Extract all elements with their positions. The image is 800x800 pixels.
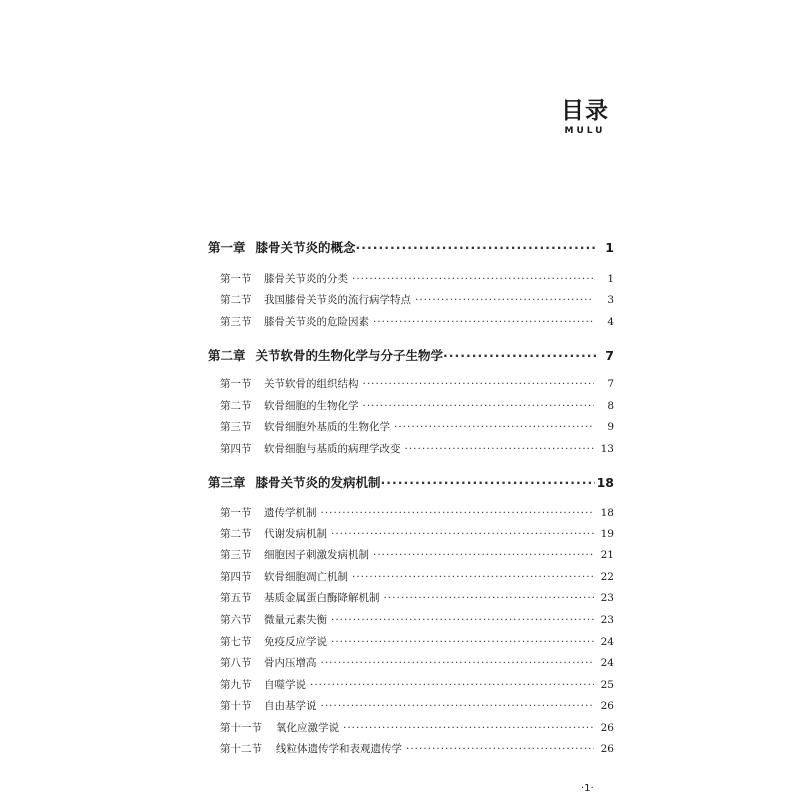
toc-section-row: [208, 398, 614, 413]
dot-leader: [406, 743, 594, 755]
toc-section-row: [208, 505, 614, 520]
toc-section-row: [208, 741, 614, 756]
section-number: 第二节: [220, 528, 252, 540]
section-number: 第三节: [220, 421, 252, 433]
section-number: 第九节: [220, 679, 252, 691]
dot-leader: [331, 636, 594, 648]
dot-leader: [405, 443, 595, 455]
section-title: 膝骨关节炎的分类: [264, 273, 348, 285]
dot-leader: [415, 294, 594, 306]
page-ref: 1: [605, 240, 614, 255]
dot-leader: [331, 614, 594, 626]
dot-leader: [352, 273, 594, 285]
page-ref: 4: [607, 316, 614, 328]
page-ref: 18: [600, 507, 614, 519]
toc-section-row: [208, 292, 614, 307]
page-ref: 19: [600, 528, 614, 540]
section-title: 线粒体遗传学和表观遗传学: [276, 743, 402, 755]
dot-leader: [321, 700, 595, 712]
section-title: 骨内压增高: [264, 657, 317, 669]
toc-section-row: [208, 314, 614, 329]
section-title: 代谢发病机制: [264, 528, 327, 540]
section-number: 第七节: [220, 636, 252, 648]
page-ref: 25: [600, 679, 614, 691]
toc-section-row: [208, 419, 614, 434]
section-title: 自噬学说: [264, 679, 306, 691]
dot-leader: [381, 475, 595, 490]
page-ref: 23: [600, 592, 614, 604]
section-number: 第十二节: [220, 743, 262, 755]
page-ref: 3: [607, 294, 614, 306]
section-number: 第六节: [220, 614, 252, 626]
section-number: 第八节: [220, 657, 252, 669]
page-ref: 13: [600, 443, 614, 455]
chapter-number: 第三章: [208, 475, 246, 490]
toc-section-row: [208, 441, 614, 456]
section-number: 第十一节: [220, 722, 262, 734]
page-ref: 26: [600, 722, 614, 734]
toc-section-row: [208, 655, 614, 670]
toc-header: [540, 92, 630, 136]
dot-leader: [310, 679, 594, 691]
dot-leader: [394, 421, 594, 433]
chapter-title: 膝骨关节炎的发病机制: [255, 475, 381, 490]
dot-leader: [363, 378, 595, 390]
dot-leader: [356, 240, 598, 255]
section-title: 我国膝骨关节炎的流行病学特点: [264, 294, 411, 306]
toc-section-row: [208, 677, 614, 692]
section-title: 软骨细胞凋亡机制: [264, 571, 348, 583]
section-title: 氧化应激学说: [276, 722, 339, 734]
page-ref: 24: [600, 636, 614, 648]
section-number: 第五节: [220, 592, 252, 604]
page-subtitle: MULU: [564, 126, 606, 136]
toc-section-row: [208, 526, 614, 541]
toc-section-row: [208, 698, 614, 713]
page-number: ·1·: [581, 783, 594, 794]
toc-section-row: [208, 547, 614, 562]
section-title: 免疫反应学说: [264, 636, 327, 648]
section-title: 关节软骨的组织结构: [264, 378, 359, 390]
dot-leader: [321, 657, 595, 669]
toc-chapter-row: [208, 473, 614, 491]
page-ref: 26: [600, 700, 614, 712]
section-title: 基质金属蛋白酶降解机制: [264, 592, 380, 604]
toc-chapter-row: [208, 346, 614, 364]
dot-leader: [331, 528, 594, 540]
section-number: 第三节: [220, 549, 252, 561]
page-ref: 22: [600, 571, 614, 583]
section-number: 第四节: [220, 443, 252, 455]
chapter-title: 膝骨关节炎的概念: [255, 240, 356, 255]
page-ref: 21: [600, 549, 614, 561]
dot-leader: [443, 348, 598, 363]
dot-leader: [352, 571, 594, 583]
toc-section-row: [208, 569, 614, 584]
section-number: 第一节: [220, 378, 252, 390]
dot-leader: [373, 316, 594, 328]
dot-leader: [343, 722, 594, 734]
section-number: 第二节: [220, 294, 252, 306]
toc-section-row: [208, 634, 614, 649]
toc-section-row: [208, 590, 614, 605]
page-ref: 7: [607, 378, 614, 390]
page-ref: 24: [600, 657, 614, 669]
section-title: 软骨细胞与基质的病理学改变: [264, 443, 401, 455]
toc-section-row: [208, 376, 614, 391]
page-ref: 9: [607, 421, 614, 433]
section-title: 微量元素失衡: [264, 614, 327, 626]
section-title: 膝骨关节炎的危险因素: [264, 316, 369, 328]
page-ref: 7: [605, 348, 614, 363]
page-ref: 1: [607, 273, 614, 285]
page-title: 目录: [561, 98, 609, 124]
toc-section-row: [208, 271, 614, 286]
dot-leader: [363, 400, 595, 412]
toc-section-row: [208, 720, 614, 735]
section-title: 软骨细胞外基质的生物化学: [264, 421, 390, 433]
page-ref: 8: [607, 400, 614, 412]
page-ref: 18: [596, 475, 614, 490]
section-title: 遗传学机制: [264, 507, 317, 519]
chapter-title: 关节软骨的生物化学与分子生物学: [255, 348, 444, 363]
page-ref: 23: [600, 614, 614, 626]
chapter-number: 第一章: [208, 240, 246, 255]
section-number: 第十节: [220, 700, 252, 712]
dot-leader: [321, 507, 595, 519]
section-number: 第一节: [220, 507, 252, 519]
section-number: 第四节: [220, 571, 252, 583]
toc-chapter-row: [208, 238, 614, 256]
section-number: 第一节: [220, 273, 252, 285]
dot-leader: [373, 549, 594, 561]
section-number: 第二节: [220, 400, 252, 412]
page-ref: 26: [600, 743, 614, 755]
chapter-number: 第二章: [208, 348, 246, 363]
section-title: 自由基学说: [264, 700, 317, 712]
dot-leader: [384, 592, 595, 604]
section-number: 第三节: [220, 316, 252, 328]
section-title: 细胞因子刺激发病机制: [264, 549, 369, 561]
section-title: 软骨细胞的生物化学: [264, 400, 359, 412]
toc-section-row: [208, 612, 614, 627]
